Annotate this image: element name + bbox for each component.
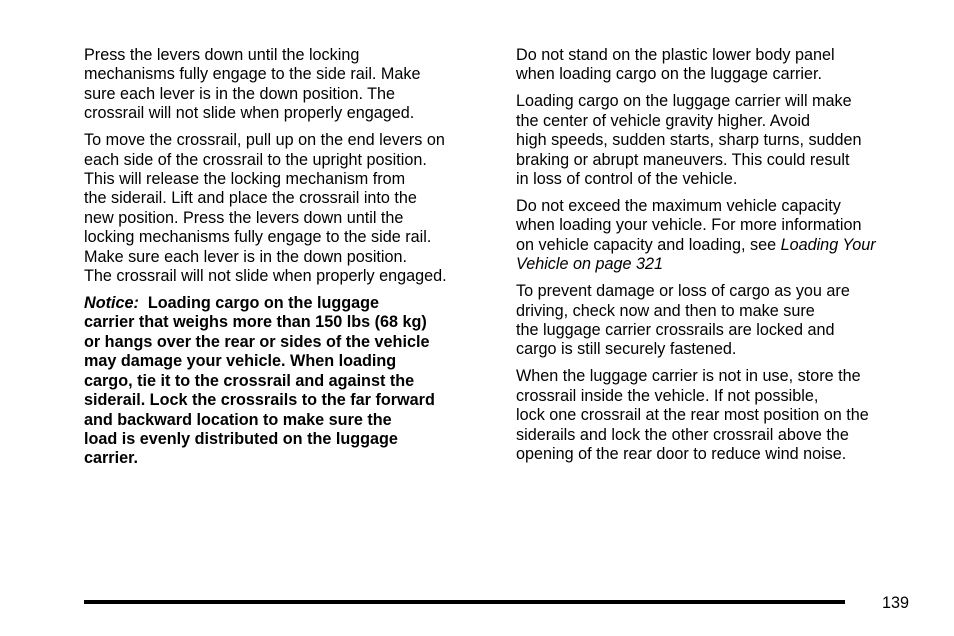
- storage-paragraph: [516, 367, 921, 464]
- text-line: the siderail. Lift and place the crossrail into the: [84, 189, 417, 208]
- right-column: [516, 46, 921, 472]
- page-number: 139: [882, 594, 910, 612]
- text-line: Press the levers down until the locking: [84, 46, 360, 64]
- notice-first-line: [84, 294, 494, 313]
- capacity-text: on vehicle capacity and loading, see: [516, 235, 781, 254]
- notice-line: or hangs over the rear or sides of the vehicle: [84, 332, 430, 351]
- body-panel-warning-paragraph: [516, 46, 921, 85]
- text-line: in loss of control of the vehicle.: [516, 170, 738, 189]
- text-line: crossrail will not slide when properly engaged.: [84, 104, 415, 123]
- vehicle-capacity-paragraph: [516, 197, 921, 275]
- text-line: Loading cargo on the luggage carrier will make: [516, 92, 852, 111]
- notice-label: Notice:: [84, 294, 139, 313]
- text-line: mechanisms fully engage to the side rail. Make: [84, 65, 421, 84]
- text-line: When the luggage carrier is not in use, store the: [516, 367, 861, 386]
- text-line: locking mechanisms fully engage to the side rail.: [84, 228, 432, 247]
- text-line: opening of the rear door to reduce wind noise.: [516, 445, 847, 464]
- text-line: the center of vehicle gravity higher. Avoid: [516, 111, 810, 130]
- notice-line: carrier that weighs more than 150 lbs (68 kg): [84, 313, 427, 332]
- text-line: Make sure each lever is in the down position.: [84, 247, 408, 266]
- notice-line: and backward location to make sure the: [84, 410, 392, 429]
- text-line: Do not exceed the maximum vehicle capacity: [516, 197, 841, 216]
- crossrail-lock-paragraph: [84, 46, 494, 124]
- text-line: each side of the crossrail to the upright position.: [84, 150, 427, 169]
- notice-line: may damage your vehicle. When loading: [84, 352, 397, 371]
- crossrail-move-paragraph: [84, 131, 494, 286]
- text-line: This will release the locking mechanism from: [84, 170, 406, 189]
- text-line: cargo is still securely fastened.: [516, 340, 737, 359]
- text-line: the luggage carrier crossrails are locked and: [516, 321, 835, 340]
- text-line: when loading cargo on the luggage carrier.: [516, 65, 822, 84]
- text-line: when loading your vehicle. For more information: [516, 216, 862, 235]
- text-line: Do not stand on the plastic lower body panel: [516, 46, 835, 64]
- text-line: high speeds, sudden starts, sharp turns, sudden: [516, 131, 862, 150]
- notice-line: siderail. Lock the crossrails to the far forward: [84, 391, 435, 410]
- text-line: lock one crossrail at the rear most position on the: [516, 406, 869, 425]
- notice-paragraph: [84, 294, 494, 469]
- footer-rule: [84, 600, 845, 604]
- text-line: new position. Press the levers down until the: [84, 208, 404, 227]
- page-reference-link[interactable]: Vehicle on page 321: [516, 255, 664, 274]
- text-line: To prevent damage or loss of cargo as you are: [516, 282, 850, 301]
- center-of-gravity-paragraph: [516, 92, 921, 189]
- cargo-check-paragraph: [516, 282, 921, 360]
- text-line: siderails and lock the other crossrail above the: [516, 425, 849, 444]
- notice-line: cargo, tie it to the crossrail and against the: [84, 371, 415, 390]
- text-line: crossrail inside the vehicle. If not possible,: [516, 386, 819, 405]
- text-line: [516, 236, 921, 255]
- text-line: To move the crossrail, pull up on the end levers on: [84, 131, 445, 150]
- text-line: braking or abrupt maneuvers. This could result: [516, 150, 850, 169]
- notice-text: Loading cargo on the luggage: [147, 294, 379, 313]
- text-line: sure each lever is in the down position. The: [84, 84, 396, 103]
- notice-line: carrier.: [84, 449, 139, 468]
- notice-line: load is evenly distributed on the luggage: [84, 429, 398, 448]
- text-line: driving, check now and then to make sure: [516, 301, 815, 320]
- page-reference-link[interactable]: Loading Your: [780, 235, 876, 254]
- left-column: [84, 46, 494, 476]
- text-line: The crossrail will not slide when properly engaged.: [84, 267, 447, 286]
